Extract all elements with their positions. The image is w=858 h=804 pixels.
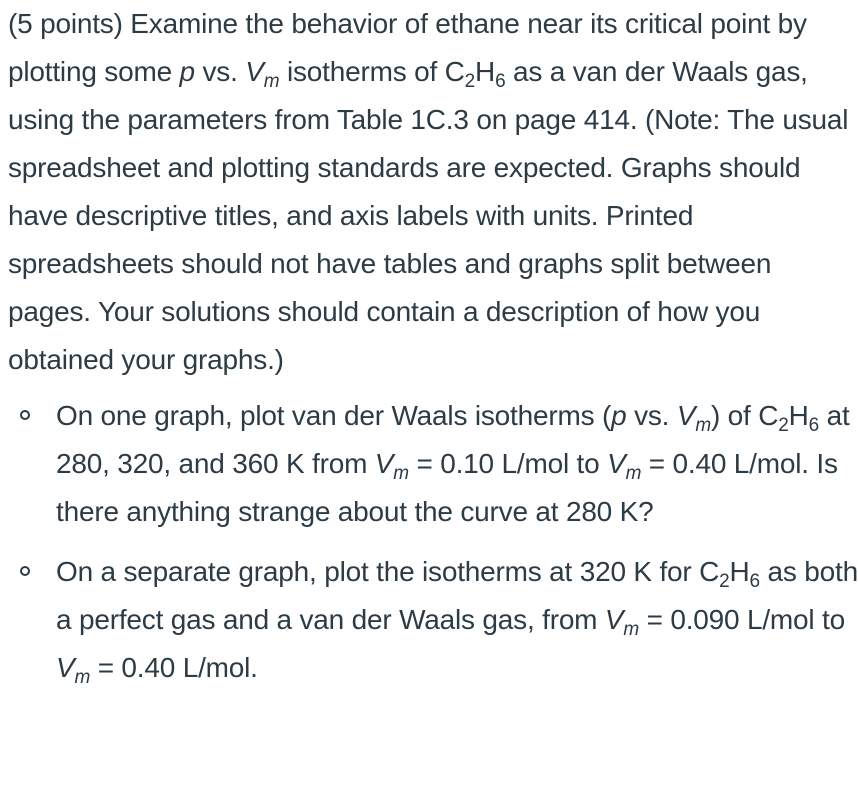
formula-text: H <box>729 556 750 587</box>
pressure-symbol: p <box>611 400 627 431</box>
formula-subscript: 6 <box>495 71 506 92</box>
molar-subscript: m <box>393 463 409 484</box>
task-text: as both a perfect gas and a van der Waals gas, from <box>56 556 858 635</box>
task-text: vs. <box>626 400 677 431</box>
formula-subscript: 6 <box>749 571 760 592</box>
molar-subscript: m <box>695 415 711 436</box>
task-text: ) of C <box>710 400 779 431</box>
molar-subscript: m <box>263 71 280 92</box>
intro-text: isotherms of C <box>279 56 465 87</box>
volume-symbol: V <box>245 56 264 87</box>
volume-symbol: V <box>56 652 75 683</box>
task-text: On a separate graph, plot the isotherms at 320 K for C <box>56 556 720 587</box>
task-list <box>8 392 858 692</box>
volume-symbol: V <box>604 604 624 635</box>
formula-text: H <box>475 56 496 87</box>
molar-subscript: m <box>625 463 642 484</box>
task-text: = 0.40 L/mol. <box>90 652 258 683</box>
task-text: at 280, 320, and 360 K from <box>56 400 850 479</box>
task-text: = 0.090 L/mol to <box>639 604 845 635</box>
task-item-1 <box>8 392 858 536</box>
intro-text: as a van der Waals gas, using the parameters from Table 1C.3 on page 414. (Note: The usual spreadsheet and plotting standards are expected. Graphs should have descriptive titles, and axis labels with units. Printed spreadsheets should not have tables and graphs split between pages. Your solutions should contain a description of how you obtained your graphs.) <box>8 56 849 375</box>
pressure-symbol: p <box>179 56 195 87</box>
volume-symbol: V <box>676 400 696 431</box>
intro-text: vs. <box>194 56 246 87</box>
task-item-2 <box>8 548 858 692</box>
molar-subscript: m <box>623 619 640 640</box>
formula-text: H <box>788 400 809 431</box>
task-text: = 0.40 L/mol. Is there anything strange about the curve at 280 K? <box>56 448 838 527</box>
formula-subscript: 6 <box>808 415 819 436</box>
molar-subscript: m <box>74 667 91 688</box>
hollow-circle-bullet-icon <box>20 566 30 576</box>
formula-subscript: 2 <box>778 415 789 436</box>
task-text: = 0.10 L/mol to <box>408 448 608 479</box>
formula-subscript: 2 <box>464 71 476 92</box>
volume-symbol: V <box>607 448 626 479</box>
intro-text: (5 points) Examine the behavior of ethane near its critical point by plotting some <box>8 8 807 87</box>
hollow-circle-bullet-icon <box>20 410 30 420</box>
formula-subscript: 2 <box>719 571 730 592</box>
problem-intro <box>8 0 858 384</box>
volume-symbol: V <box>374 448 394 479</box>
task-text: On one graph, plot van der Waals isotherms ( <box>56 400 612 431</box>
